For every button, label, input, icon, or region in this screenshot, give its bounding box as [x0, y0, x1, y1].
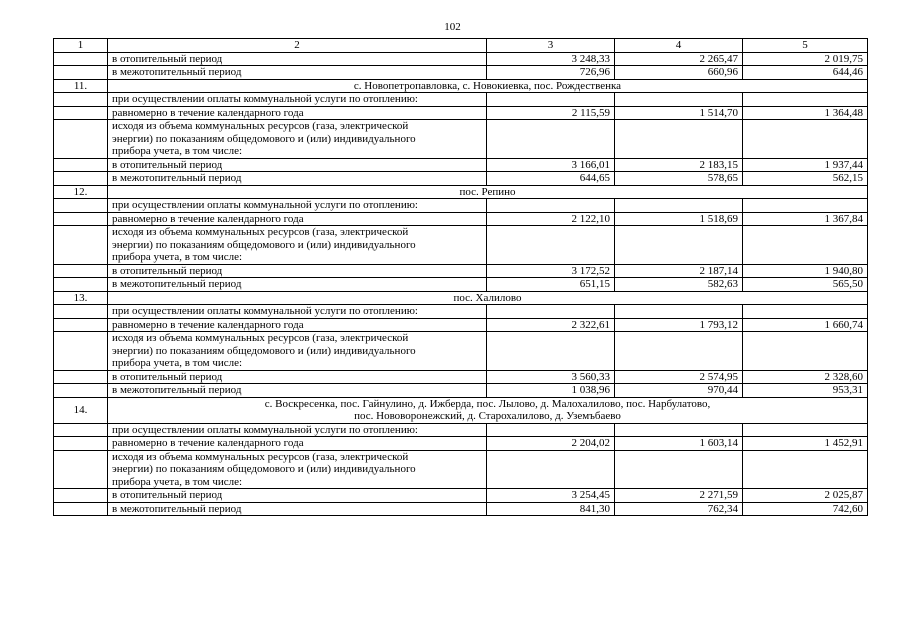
table-row	[54, 66, 868, 80]
value-col-4: 2 574,95	[615, 370, 743, 384]
value-col-3	[487, 305, 615, 319]
text-line: исходя из объема коммунальных ресурсов (газа, электрической	[112, 226, 409, 238]
value-col-5	[743, 423, 868, 437]
table-row	[54, 106, 868, 120]
table-row	[54, 332, 868, 371]
value-col-4: 660,96	[615, 66, 743, 80]
tariff-table	[53, 38, 868, 516]
value-col-5: 1 940,80	[743, 264, 868, 278]
row-number	[54, 226, 108, 265]
row-number	[54, 106, 108, 120]
row-number	[54, 450, 108, 489]
value-col-5: 1 937,44	[743, 158, 868, 172]
row-label: в межотопительный период	[108, 384, 487, 398]
table-row	[54, 384, 868, 398]
value-col-5: 742,60	[743, 502, 868, 516]
text-line: прибора учета, в том числе:	[112, 357, 243, 369]
value-col-3: 841,30	[487, 502, 615, 516]
row-number	[54, 332, 108, 371]
row-label: равномерно в течение календарного года	[108, 437, 487, 451]
value-col-3	[487, 450, 615, 489]
row-label: в отопительный период	[108, 158, 487, 172]
value-col-5: 644,46	[743, 66, 868, 80]
table-row	[54, 199, 868, 213]
row-number	[54, 158, 108, 172]
text-line: пос. Халилово	[453, 291, 522, 304]
value-col-5: 2 328,60	[743, 370, 868, 384]
row-number	[54, 52, 108, 66]
value-col-4: 1 793,12	[615, 318, 743, 332]
row-number	[54, 120, 108, 159]
text-line: пос. Репино	[459, 185, 516, 198]
table-row	[54, 264, 868, 278]
text-line: исходя из объема коммунальных ресурсов (газа, электрической	[112, 332, 409, 344]
header-col-5: 5	[743, 39, 868, 53]
row-number	[54, 66, 108, 80]
row-label: в межотопительный период	[108, 172, 487, 186]
row-label: в отопительный период	[108, 370, 487, 384]
row-label: в отопительный период	[108, 52, 487, 66]
row-number	[54, 318, 108, 332]
value-col-4: 578,65	[615, 172, 743, 186]
value-col-4	[615, 199, 743, 213]
table-row	[54, 489, 868, 503]
section-title-row	[54, 185, 868, 199]
section-title-row	[54, 79, 868, 93]
value-col-5: 2 025,87	[743, 489, 868, 503]
row-number	[54, 489, 108, 503]
section-locality	[108, 397, 868, 423]
row-number	[54, 305, 108, 319]
value-col-4	[615, 450, 743, 489]
table-row	[54, 450, 868, 489]
header-col-4: 4	[615, 39, 743, 53]
text-line: с. Воскресенка, пос. Гайнулино, д. Ижберда, пос. Лылово, д. Малохалилово, пос. Нарбулатово,	[264, 397, 711, 410]
value-col-3: 644,65	[487, 172, 615, 186]
row-number	[54, 437, 108, 451]
value-col-3	[487, 120, 615, 159]
section-locality	[108, 291, 868, 305]
row-label: при осуществлении оплаты коммунальной услуги по отоплению:	[108, 199, 487, 213]
row-number	[54, 264, 108, 278]
section-number: 14.	[54, 397, 108, 423]
value-col-4: 2 265,47	[615, 52, 743, 66]
value-col-4: 2 183,15	[615, 158, 743, 172]
value-col-4	[615, 93, 743, 107]
section-number: 12.	[54, 185, 108, 199]
value-col-3: 2 122,10	[487, 212, 615, 226]
header-col-1: 1	[54, 39, 108, 53]
value-col-3	[487, 199, 615, 213]
value-col-4: 582,63	[615, 278, 743, 292]
value-col-5	[743, 120, 868, 159]
value-col-5: 1 367,84	[743, 212, 868, 226]
value-col-4: 1 518,69	[615, 212, 743, 226]
text-line: исходя из объема коммунальных ресурсов (газа, электрической	[112, 450, 409, 463]
text-line: энергии) по показаниям общедомового и (или) индивидуального	[112, 344, 416, 357]
header-col-2: 2	[108, 39, 487, 53]
value-col-3: 3 248,33	[487, 52, 615, 66]
value-col-3: 3 254,45	[487, 489, 615, 503]
value-col-3: 2 115,59	[487, 106, 615, 120]
text-line: энергии) по показаниям общедомового и (или) индивидуального	[112, 132, 416, 145]
row-number	[54, 93, 108, 107]
page-number: 102	[444, 21, 461, 33]
row-number	[54, 199, 108, 213]
value-col-4: 2 187,14	[615, 264, 743, 278]
row-number	[54, 502, 108, 516]
table-row	[54, 52, 868, 66]
table-row	[54, 158, 868, 172]
value-col-3: 726,96	[487, 66, 615, 80]
value-col-4	[615, 305, 743, 319]
value-col-5: 1 452,91	[743, 437, 868, 451]
row-label: при осуществлении оплаты коммунальной услуги по отоплению:	[108, 93, 487, 107]
value-col-5	[743, 332, 868, 371]
value-col-3: 3 172,52	[487, 264, 615, 278]
value-col-4	[615, 423, 743, 437]
row-label	[108, 332, 487, 371]
value-col-5	[743, 199, 868, 213]
value-col-5: 2 019,75	[743, 52, 868, 66]
text-line: с. Новопетропавловка, с. Новокиевка, пос. Рождественка	[353, 79, 622, 92]
text-line: прибора учета, в том числе:	[112, 251, 243, 263]
text-line: энергии) по показаниям общедомового и (или) индивидуального	[112, 238, 416, 251]
row-label: в межотопительный период	[108, 278, 487, 292]
table-row	[54, 370, 868, 384]
row-label	[108, 226, 487, 265]
value-col-5	[743, 226, 868, 265]
section-title-row	[54, 291, 868, 305]
value-col-3: 651,15	[487, 278, 615, 292]
row-number	[54, 172, 108, 186]
row-label: равномерно в течение календарного года	[108, 212, 487, 226]
row-number	[54, 370, 108, 384]
row-label: при осуществлении оплаты коммунальной услуги по отоплению:	[108, 305, 487, 319]
value-col-4	[615, 120, 743, 159]
value-col-5: 1 364,48	[743, 106, 868, 120]
row-label	[108, 450, 487, 489]
value-col-3: 1 038,96	[487, 384, 615, 398]
row-label	[108, 120, 487, 159]
text-line: энергии) по показаниям общедомового и (или) индивидуального	[112, 463, 416, 475]
row-label: в межотопительный период	[108, 502, 487, 516]
value-col-3: 3 560,33	[487, 370, 615, 384]
value-col-4: 762,34	[615, 502, 743, 516]
value-col-4: 1 514,70	[615, 106, 743, 120]
row-label: в межотопительный период	[108, 66, 487, 80]
text-line: пос. Нововоронежский, д. Старохалилово, д. Уземъбаево	[354, 410, 621, 422]
value-col-4: 970,44	[615, 384, 743, 398]
table-row	[54, 226, 868, 265]
row-number	[54, 384, 108, 398]
value-col-5: 1 660,74	[743, 318, 868, 332]
row-label: равномерно в течение календарного года	[108, 106, 487, 120]
table-row	[54, 423, 868, 437]
section-locality	[108, 79, 868, 93]
value-col-3	[487, 93, 615, 107]
value-col-3: 2 204,02	[487, 437, 615, 451]
table-row	[54, 437, 868, 451]
table-row	[54, 172, 868, 186]
section-number: 11.	[54, 79, 108, 93]
text-line: исходя из объема коммунальных ресурсов (газа, электрической	[112, 120, 409, 132]
value-col-4	[615, 226, 743, 265]
table-header-row	[54, 39, 868, 53]
value-col-5: 562,15	[743, 172, 868, 186]
table-row	[54, 318, 868, 332]
row-number	[54, 423, 108, 437]
table-row	[54, 93, 868, 107]
row-label: в отопительный период	[108, 264, 487, 278]
table-row	[54, 502, 868, 516]
section-locality	[108, 185, 868, 199]
row-label: при осуществлении оплаты коммунальной услуги по отоплению:	[108, 423, 487, 437]
value-col-3	[487, 226, 615, 265]
value-col-3	[487, 423, 615, 437]
value-col-5	[743, 450, 868, 489]
table-row	[54, 305, 868, 319]
table-row	[54, 212, 868, 226]
value-col-3: 2 322,61	[487, 318, 615, 332]
value-col-5	[743, 93, 868, 107]
value-col-4: 2 271,59	[615, 489, 743, 503]
value-col-3	[487, 332, 615, 371]
section-title-row	[54, 397, 868, 423]
text-line: прибора учета, в том числе:	[112, 475, 243, 488]
row-label: равномерно в течение календарного года	[108, 318, 487, 332]
value-col-5	[743, 305, 868, 319]
value-col-5: 565,50	[743, 278, 868, 292]
text-line: прибора учета, в том числе:	[112, 145, 243, 157]
table-row	[54, 278, 868, 292]
row-number	[54, 278, 108, 292]
row-number	[54, 212, 108, 226]
value-col-5: 953,31	[743, 384, 868, 398]
value-col-4	[615, 332, 743, 371]
row-label: в отопительный период	[108, 489, 487, 503]
value-col-3: 3 166,01	[487, 158, 615, 172]
table-row	[54, 120, 868, 159]
value-col-4: 1 603,14	[615, 437, 743, 451]
section-number: 13.	[54, 291, 108, 305]
header-col-3: 3	[487, 39, 615, 53]
